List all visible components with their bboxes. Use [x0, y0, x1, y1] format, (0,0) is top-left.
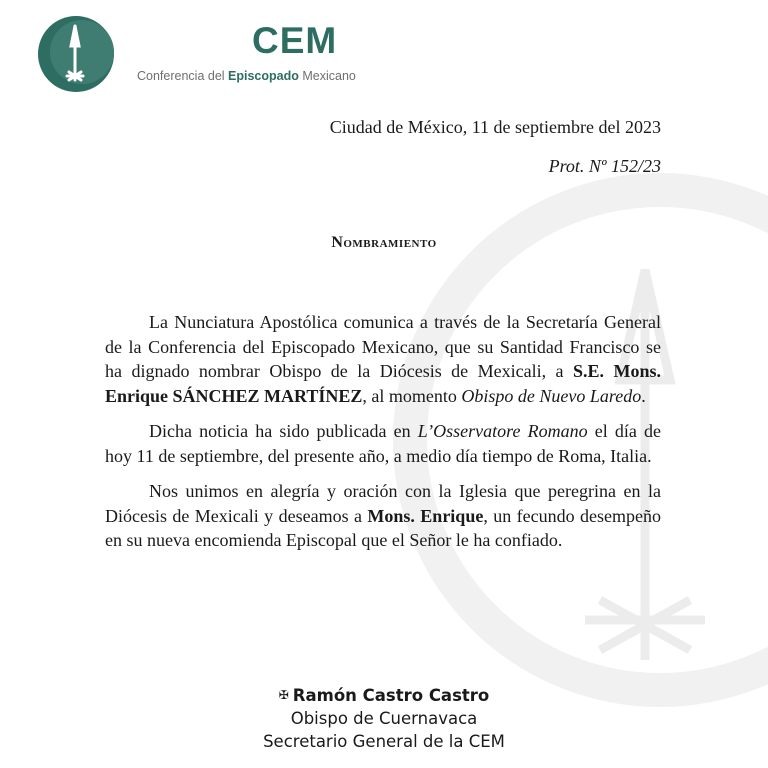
protocol-number: Prot. Nº 152/23 [548, 156, 661, 176]
signatory-role: Obispo de Cuernavaca [290, 709, 478, 728]
paragraph-2-text: Dicha noticia ha sido publicada en [149, 421, 418, 441]
paragraph-3-text: Nos unimos en alegría y oración con la Iglesia que peregrina en la Diócesis de Mexicali y deseamos a [105, 481, 661, 526]
signature-block [0, 684, 768, 753]
appointee-name: S.E. Mons. Enrique SÁNCHEZ MARTÍNEZ [105, 361, 661, 406]
logo-acronym: CEM [252, 20, 338, 61]
paragraph-1-text: La Nunciatura Apostólica comunica a través de la Secretaría General de la Conferencia del Episcopado Mexicano, que su Santidad Francisco se ha dignado nombrar Obispo de la Diócesis de Mexicali, a [105, 312, 661, 381]
cem-logo-icon [22, 2, 130, 106]
signatory-name-line [0, 684, 768, 707]
paragraph-3 [105, 479, 661, 553]
paragraph-3-text-2: , un fecundo desempeño en su nueva encomienda Episcopal que el Señor le ha confiado. [105, 505, 662, 550]
paragraph-2-text-2: el día de hoy 11 de septiembre, del presente año, a medio día tiempo de Roma, Italia. [105, 421, 661, 466]
paragraph-2 [105, 419, 661, 468]
logo-name-bold: Episcopado [228, 69, 299, 83]
newspaper-name: L’Osservatore Romano [417, 421, 588, 441]
document-title: Nombramiento [331, 234, 437, 251]
paragraph-1-text-2: , al momento [362, 385, 462, 406]
logo-name-suffix: Mexicano [298, 69, 356, 83]
cross-icon: ✠ [278, 688, 289, 702]
document-body [105, 310, 661, 564]
document-date: Ciudad de México, 11 de septiembre del 2023 [329, 117, 661, 137]
signatory-name: Ramón Castro Castro [292, 686, 490, 705]
logo-name-prefix: Conferencia del [137, 69, 229, 83]
signatory-position: Secretario General de la CEM [263, 732, 505, 751]
paragraph-1 [105, 310, 661, 408]
logo-fullname [137, 69, 356, 83]
appointee-short-name: Mons. Enrique [367, 505, 484, 526]
paragraph-1-text-3: . [641, 385, 646, 406]
previous-office: Obispo de Nuevo Laredo [461, 385, 642, 406]
